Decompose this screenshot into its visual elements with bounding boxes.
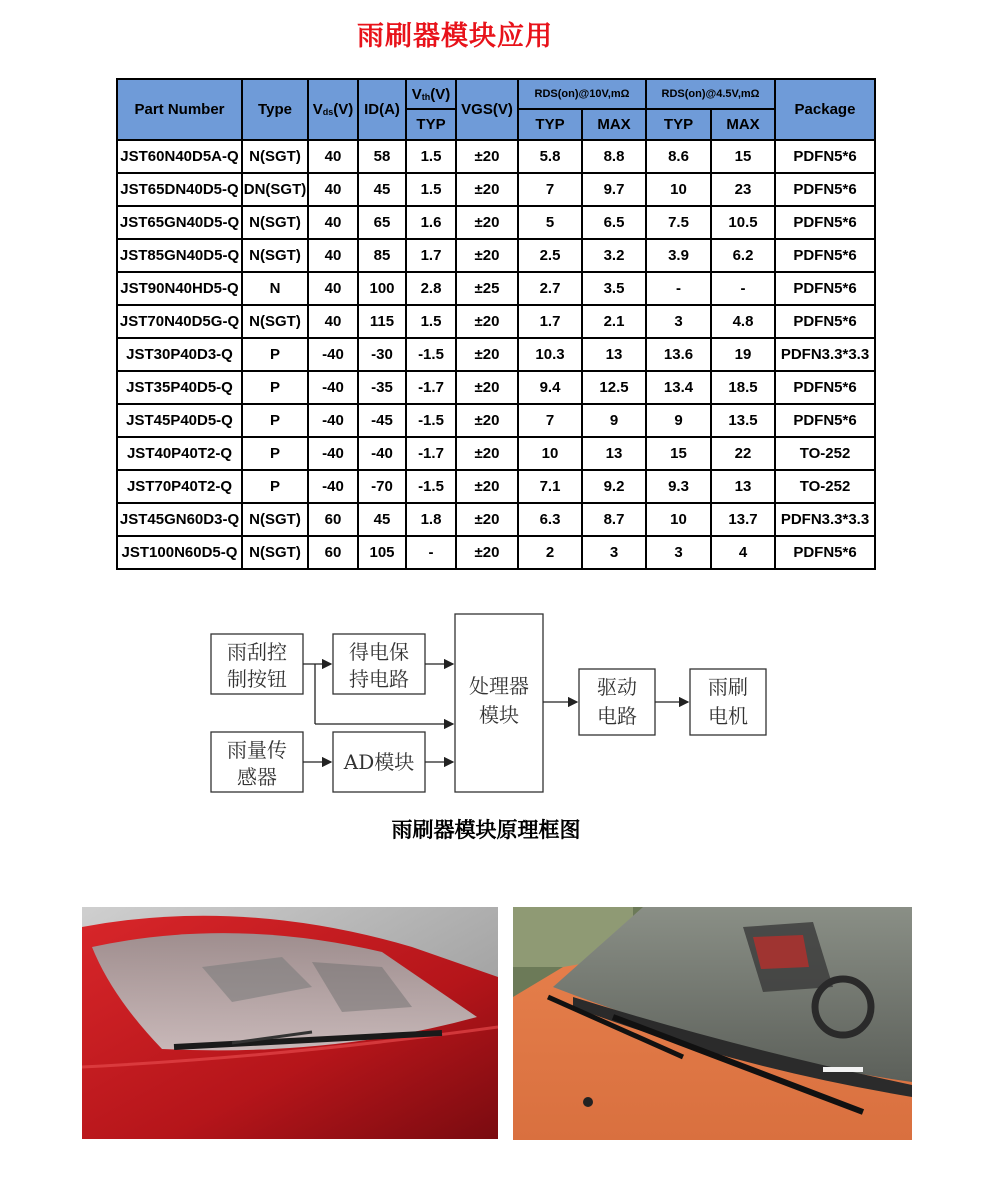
table-cell: 2.1 [582,305,646,338]
table-cell: 8.7 [582,503,646,536]
table-row [117,503,875,536]
table-cell: 13.7 [711,503,775,536]
part-number-cell: JST85GN40D5-Q [117,239,242,272]
header-rds10-max: MAX [582,109,646,140]
table-cell: ±20 [456,305,518,338]
table-cell: 7.1 [518,470,582,503]
table-cell: 9 [646,404,711,437]
table-cell: 40 [308,272,358,305]
table-cell: N(SGT) [242,536,308,569]
table-cell: N(SGT) [242,503,308,536]
power-hold-label-2: 持电路 [349,667,409,691]
table-cell: 10.5 [711,206,775,239]
table-cell: 40 [308,140,358,173]
table-cell: 8.6 [646,140,711,173]
table-cell: -40 [308,371,358,404]
header-rds-4-5v: RDS(on)@4.5V,mΩ [646,79,775,109]
header-vth: $V_{th}(V)$ [406,79,456,109]
table-cell: P [242,404,308,437]
table-cell: ±20 [456,140,518,173]
part-number-cell: JST45P40D5-Q [117,404,242,437]
table-cell: 40 [308,239,358,272]
table-row [117,437,875,470]
table-cell: 9.4 [518,371,582,404]
table-row [117,272,875,305]
table-cell: P [242,437,308,470]
processor-label-2: 模块 [479,703,519,727]
table-cell: 3 [646,305,711,338]
motor-label-2: 电机 [708,704,748,728]
table-cell: -1.7 [406,371,456,404]
part-number-cell: JST35P40D5-Q [117,371,242,404]
table-cell: 3.5 [582,272,646,305]
table-cell: 6.5 [582,206,646,239]
table-cell: 5.8 [518,140,582,173]
table-cell: 1.5 [406,173,456,206]
table-cell: -40 [358,437,406,470]
table-cell: 3 [646,536,711,569]
ad-module-label: AD模块 [343,750,415,774]
table-cell: 6.3 [518,503,582,536]
table-cell: 9.3 [646,470,711,503]
header-rds45-typ: TYP [646,109,711,140]
part-number-cell: JST100N60D5-Q [117,536,242,569]
part-number-cell: JST40P40T2-Q [117,437,242,470]
table-cell: -40 [308,470,358,503]
table-cell: 60 [308,536,358,569]
table-cell: 7.5 [646,206,711,239]
table-cell: -1.7 [406,437,456,470]
table-cell: -35 [358,371,406,404]
table-cell: 1.8 [406,503,456,536]
table-row [117,470,875,503]
table-cell: -1.5 [406,404,456,437]
part-number-cell: JST45GN60D3-Q [117,503,242,536]
table-cell: N(SGT) [242,239,308,272]
table-cell: PDFN5*6 [775,272,875,305]
table-cell: -45 [358,404,406,437]
table-cell: 1.5 [406,305,456,338]
part-number-cell: JST60N40D5A-Q [117,140,242,173]
table-row [117,206,875,239]
table-cell: 13 [582,437,646,470]
table-row [117,140,875,173]
table-cell: 13 [711,470,775,503]
table-cell: ±20 [456,404,518,437]
table-cell: N(SGT) [242,140,308,173]
table-cell: N(SGT) [242,305,308,338]
table-cell: PDFN5*6 [775,536,875,569]
orange-car-wiper-photo [513,907,912,1140]
table-cell: 4 [711,536,775,569]
part-number-cell: JST90N40HD5-Q [117,272,242,305]
header-vgs: VGS(V) [456,79,518,140]
table-cell: 4.8 [711,305,775,338]
table-cell: -40 [308,338,358,371]
table-cell: 13.5 [711,404,775,437]
table-cell: 9.2 [582,470,646,503]
table-cell: TO-252 [775,437,875,470]
table-cell: 105 [358,536,406,569]
table-cell: ±20 [456,206,518,239]
table-row [117,239,875,272]
table-cell: 22 [711,437,775,470]
table-cell: - [646,272,711,305]
table-row [117,305,875,338]
driver-label-1: 驱动 [597,675,637,699]
table-cell: P [242,338,308,371]
table-row [117,371,875,404]
table-cell: 1.7 [518,305,582,338]
table-cell: 15 [646,437,711,470]
table-cell: 60 [308,503,358,536]
table-cell: 3.9 [646,239,711,272]
table-cell: ±20 [456,239,518,272]
table-cell: 9.7 [582,173,646,206]
table-cell: 100 [358,272,406,305]
table-cell: 9 [582,404,646,437]
power-hold-label-1: 得电保 [349,640,409,664]
table-cell: 2.7 [518,272,582,305]
table-cell: - [406,536,456,569]
table-row [117,338,875,371]
red-car-wiper-photo [82,907,498,1139]
table-cell: 13.6 [646,338,711,371]
motor-label-1: 雨刷 [708,675,748,699]
header-id: ID(A) [358,79,406,140]
header-rds10-typ: TYP [518,109,582,140]
table-cell: 65 [358,206,406,239]
table-cell: PDFN3.3*3.3 [775,503,875,536]
table-cell: 2 [518,536,582,569]
table-cell: ±20 [456,173,518,206]
table-cell: - [711,272,775,305]
rain-sensor-label-1: 雨量传 [227,738,287,762]
table-cell: 45 [358,503,406,536]
table-cell: 8.8 [582,140,646,173]
table-cell: PDFN5*6 [775,371,875,404]
table-cell: 7 [518,173,582,206]
table-cell: 13 [582,338,646,371]
table-cell: -40 [308,404,358,437]
header-vth-typ: TYP [406,109,456,140]
table-cell: 40 [308,206,358,239]
table-cell: -40 [308,437,358,470]
table-cell: DN(SGT) [242,173,308,206]
table-cell: TO-252 [775,470,875,503]
page-title: 雨刷器模块应用 [357,21,553,52]
table-cell: P [242,371,308,404]
table-cell: 3.2 [582,239,646,272]
diagram-caption: 雨刷器模块原理框图 [391,818,581,842]
table-cell: N(SGT) [242,206,308,239]
header-part-number: Part Number [117,79,242,140]
table-cell: 6.2 [711,239,775,272]
header-rds-10v: RDS(on)@10V,mΩ [518,79,646,109]
table-cell: PDFN5*6 [775,239,875,272]
table-cell: -30 [358,338,406,371]
mosfet-spec-table [116,78,876,570]
header-rds45-max: MAX [711,109,775,140]
wiper-block-diagram [205,608,785,798]
table-cell: 10 [518,437,582,470]
table-cell: 115 [358,305,406,338]
table-cell: -1.5 [406,338,456,371]
table-cell: 58 [358,140,406,173]
table-cell: PDFN3.3*3.3 [775,338,875,371]
table-cell: ±20 [456,338,518,371]
table-cell: PDFN5*6 [775,206,875,239]
table-cell: 2.8 [406,272,456,305]
table-cell: ±25 [456,272,518,305]
table-cell: 18.5 [711,371,775,404]
table-cell: 15 [711,140,775,173]
wiper-button-label-1: 雨刮控 [227,640,287,664]
table-cell: PDFN5*6 [775,404,875,437]
processor-label-1: 处理器 [469,674,529,698]
table-cell: 40 [308,305,358,338]
driver-label-2: 电路 [597,704,637,728]
table-cell: PDFN5*6 [775,173,875,206]
table-cell: ±20 [456,536,518,569]
rain-sensor-label-2: 感器 [237,765,277,789]
table-cell: ±20 [456,503,518,536]
table-cell: 12.5 [582,371,646,404]
table-cell: 40 [308,173,358,206]
header-vds: $V_{ds}(V)$ [308,79,358,140]
table-row [117,173,875,206]
part-number-cell: JST70P40T2-Q [117,470,242,503]
table-cell: 10 [646,173,711,206]
part-number-cell: JST65DN40D5-Q [117,173,242,206]
table-cell: ±20 [456,470,518,503]
table-cell: 1.7 [406,239,456,272]
part-number-cell: JST70N40D5G-Q [117,305,242,338]
table-cell: 45 [358,173,406,206]
table-cell: 1.5 [406,140,456,173]
table-cell: 13.4 [646,371,711,404]
table-cell: 85 [358,239,406,272]
table-cell: ±20 [456,437,518,470]
table-cell: 10 [646,503,711,536]
table-cell: N [242,272,308,305]
table-cell: 1.6 [406,206,456,239]
table-cell: PDFN5*6 [775,140,875,173]
table-cell: 19 [711,338,775,371]
table-cell: 7 [518,404,582,437]
table-cell: -70 [358,470,406,503]
table-cell: ±20 [456,371,518,404]
wiper-button-label-2: 制按钮 [227,667,287,691]
table-cell: 3 [582,536,646,569]
header-type: Type [242,79,308,140]
header-package: Package [775,79,875,140]
table-cell: 2.5 [518,239,582,272]
table-row [117,404,875,437]
table-cell: P [242,470,308,503]
table-row [117,536,875,569]
table-cell: PDFN5*6 [775,305,875,338]
table-cell: 10.3 [518,338,582,371]
table-cell: -1.5 [406,470,456,503]
table-cell: 5 [518,206,582,239]
part-number-cell: JST65GN40D5-Q [117,206,242,239]
table-cell: 23 [711,173,775,206]
part-number-cell: JST30P40D3-Q [117,338,242,371]
